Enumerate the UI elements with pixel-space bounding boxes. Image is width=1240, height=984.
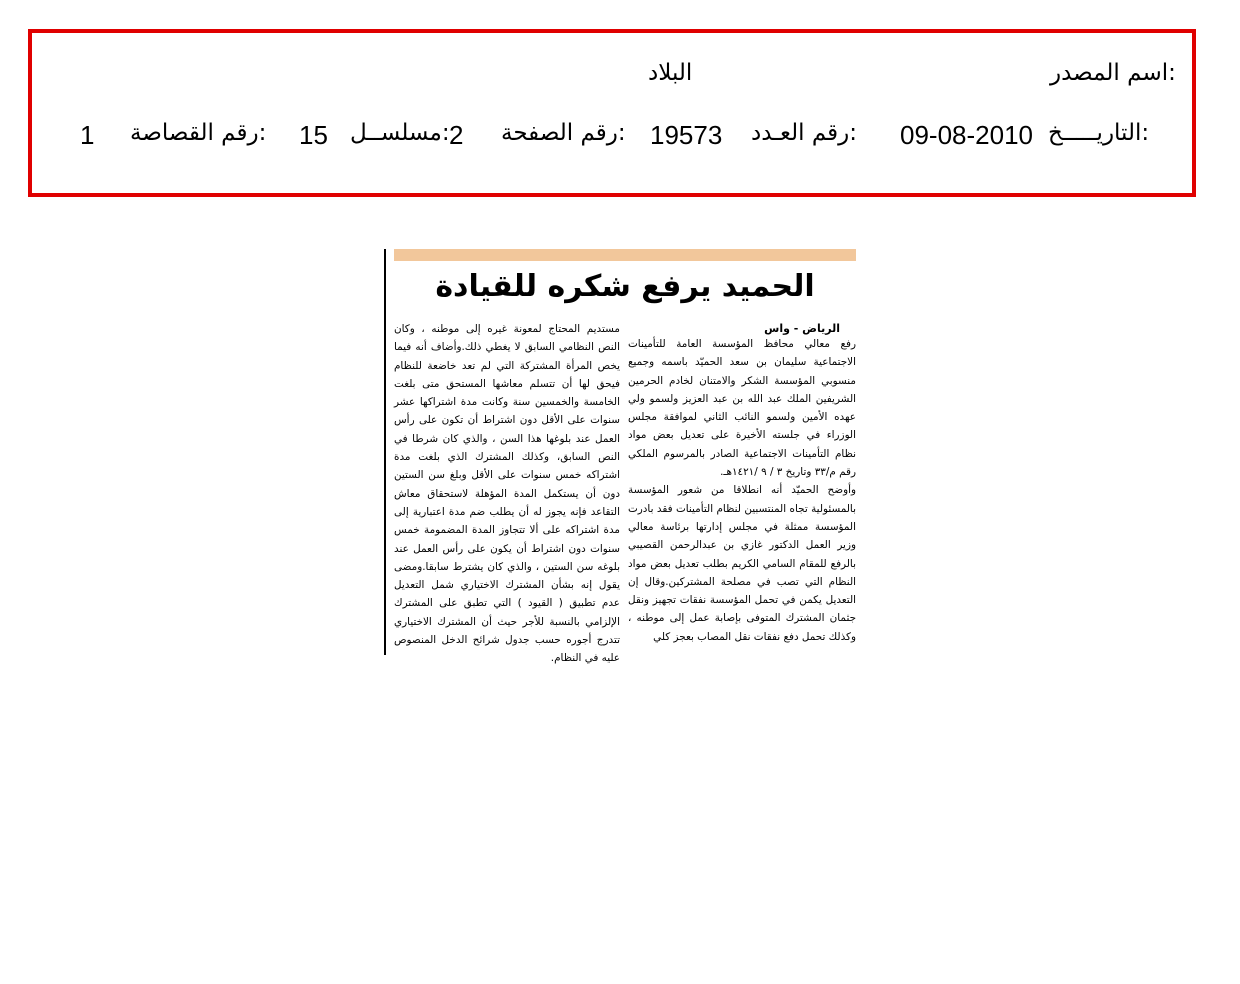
article-byline: الرياض - واس [764, 322, 840, 335]
newspaper-clipping [384, 249, 860, 665]
serial-value: 15 [299, 120, 328, 150]
date-value: 09-08-2010 [900, 120, 1033, 150]
paragraph: مستديم المحتاج لمعونة غيره إلى موطنه ، وكان النص النظامي السابق لا يغطي ذلك.وأضاف أنه فيما يخص المرأة المشتركة التي لم تعد خاضعة للنظام فيحق لها أن تتسلم معاشها المستحق متى بلغت الخامسة والخمسين سنة وكانت مدة اشتراكها عشر سنوات على الأقل دون اشتراط أن تكون على رأس العمل عند بلوغها هذا السن ، والذي كان شرطا في النص السابق، وكذلك المشترك الذي بلغت مدة اشتراكه خمس سنوات على الأقل وبلغ سن الستين دون أن يستكمل المدة المؤهلة لاستحقاق معاش التقاعد فإنه يجوز له أن يطلب ضم مدة اعتبارية إلى مدة اشتراكه على ألا تتجاوز المدة المضمومة خمس سنوات دون اشتراط أن يكون على رأس العمل عند بلوغه سن الستين ، والذي كان يشترط سابقا.ومضى يقول إنه بشأن المشترك الاختياري شمل التعديل عدم تطبيق ( القيود ) التي تطبق على المشترك الإلزامي بالنسبة للأجر حيث أن المشترك الاختياري تتدرج أجوره حسب جدول شرائح الدخل المنصوص عليه في النظام. [394, 323, 620, 665]
source-value: البلاد [648, 60, 693, 86]
date-label: التاريـــــخ: [1048, 120, 1150, 146]
source-label: اسم المصدر: [1050, 60, 1176, 86]
paragraph: وأوضح الحميّد أنه انطلاقا من شعور المؤسسة بالمسئولية تجاه المنتسبين لنظام التأمينات فقد بادرت المؤسسة ممثلة في مجلس إدارتها برئاسة معالي وزير العمل الدكتور غازي بن عبدالرحمن القصيبي بالرفع للمقام السامي الكريم بطلب تعديل بعض مواد النظام التي تصب في مصلحة المشتركين.وقال إن التعديل يكمن في تحمل المؤسسة نفقات تجهيز ونقل جثمان المشترك المتوفى بإصابة عمل إلى موطنه ، وكذلك تحمل دفع نفقات نقل المصاب بعجز كلي [628, 484, 856, 643]
article-headline: الحميد يرفع شكره للقيادة [435, 269, 815, 304]
page-label: رقم الصفحة: [501, 120, 626, 146]
column-rule [384, 249, 386, 655]
headline-color-bar [394, 249, 856, 261]
serial-label: مسلســل: [350, 120, 450, 146]
clip-label: رقم القصاصة: [130, 120, 267, 146]
issue-value: 19573 [650, 120, 723, 150]
article-column-right [628, 335, 856, 646]
page-value: 2 [449, 120, 464, 150]
clip-value: 1 [80, 120, 95, 150]
paragraph: رفع معالي محافظ المؤسسة العامة للتأمينات الاجتماعية سليمان بن سعد الحميّد باسمه وجميع منسوبي المؤسسة الشكر والامتنان لخادم الحرمين الشريفين الملك عبد الله بن عبد العزيز ولسمو ولي عهده الأمين ولسمو النائب الثاني لموافقة مجلس الوزراء في جلسته الأخيرة على تعديل بعض مواد نظام التأمينات الاجتماعية الصادر بالمرسوم الملكي رقم م/٣٣ وتاريخ ٣ / ٩ /١٤٢١هـ. [628, 338, 856, 479]
metadata-box [28, 29, 1196, 197]
article-column-left [394, 320, 620, 668]
issue-label: رقم العـدد: [751, 120, 858, 146]
